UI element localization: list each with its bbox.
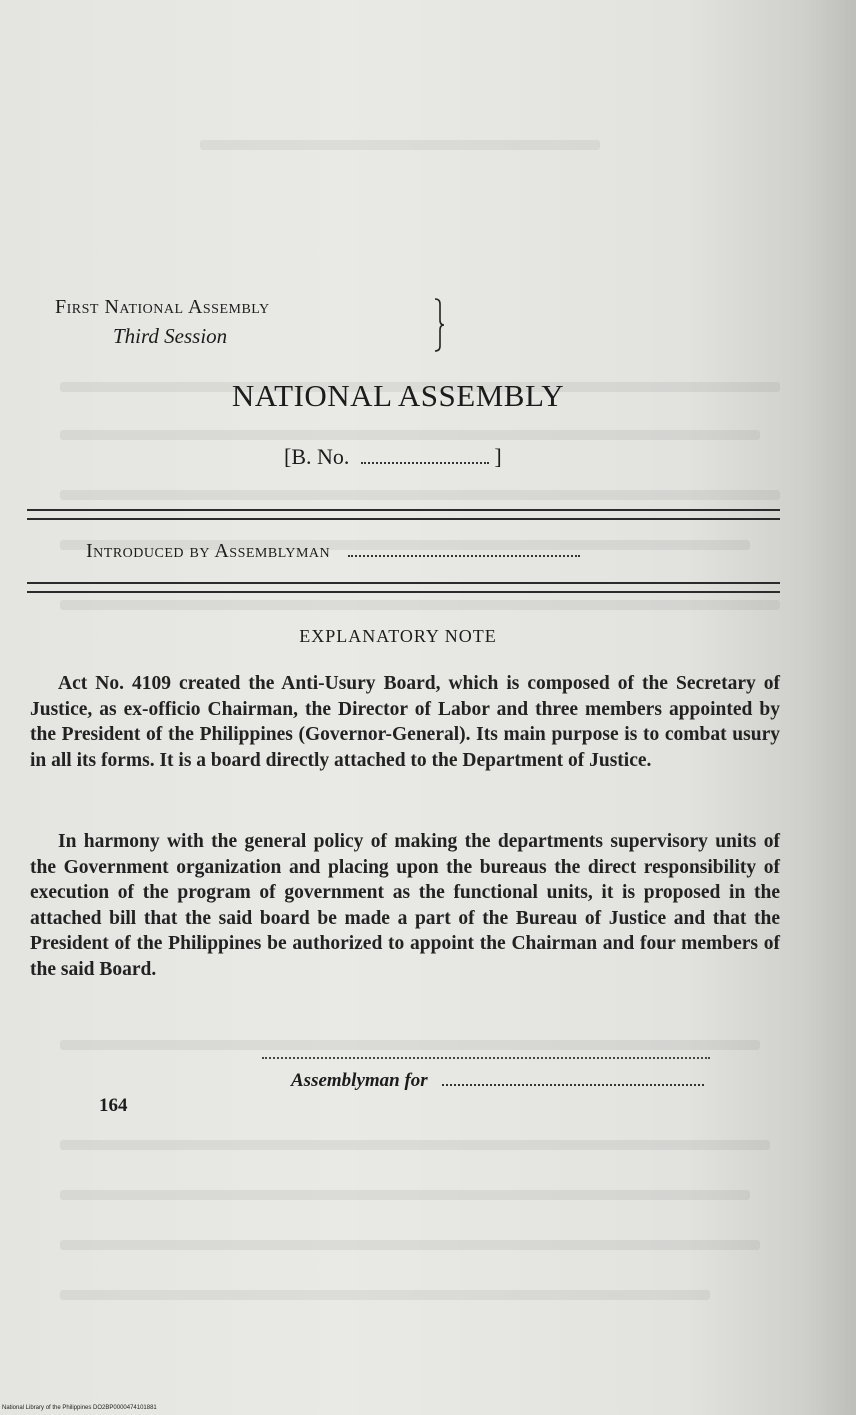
bill-number <box>284 444 502 470</box>
signature-line <box>262 1057 710 1059</box>
paragraph: In harmony with the general policy of making the departments supervisory units of the Government organization and placing upon the bureaus the direct responsibility of execution of the program of government as the functional units, it is proposed in the attached bill that the said board be made a part of the Bureau of Justice and that the President of the Philippines be authorized to appoint the Chairman and four members of the said Board. <box>30 831 780 980</box>
paragraph: Act No. 4109 created the Anti-Usury Board, which is composed of the Secretary of Justice, as ex-officio Chairman, the Director of Labor and three members appointed by the President of the Philippines (Governor-General). Its main purpose is to combat usury in all its forms. It is a board directly attached to the Department of Justice. <box>30 673 780 771</box>
right-brace-icon <box>433 298 445 352</box>
assemblyman-name-blank <box>348 555 580 557</box>
signature-label: Assemblyman for <box>291 1070 428 1091</box>
signature-block <box>291 1070 704 1092</box>
section-heading: EXPLANATORY NOTE <box>299 626 497 646</box>
page-title: NATIONAL ASSEMBLY <box>231 378 565 413</box>
bill-number-suffix: ] <box>494 444 502 469</box>
introduced-by-label: Introduced by Assemblyman <box>86 540 331 562</box>
page-number: 164 <box>99 1095 128 1116</box>
bill-number-prefix: [B. No. <box>284 444 350 469</box>
session-line: Third Session <box>113 324 228 348</box>
district-blank <box>442 1084 704 1086</box>
session-header <box>55 296 415 356</box>
double-rule-bottom <box>27 582 780 593</box>
bill-number-blank <box>361 462 489 464</box>
assembly-line: First National Assembly <box>55 296 270 318</box>
footer-credit: National Library of the Philippines DO2BP0000474101881 <box>2 1405 157 1411</box>
double-rule-top <box>27 509 780 520</box>
introduced-by <box>86 540 580 563</box>
